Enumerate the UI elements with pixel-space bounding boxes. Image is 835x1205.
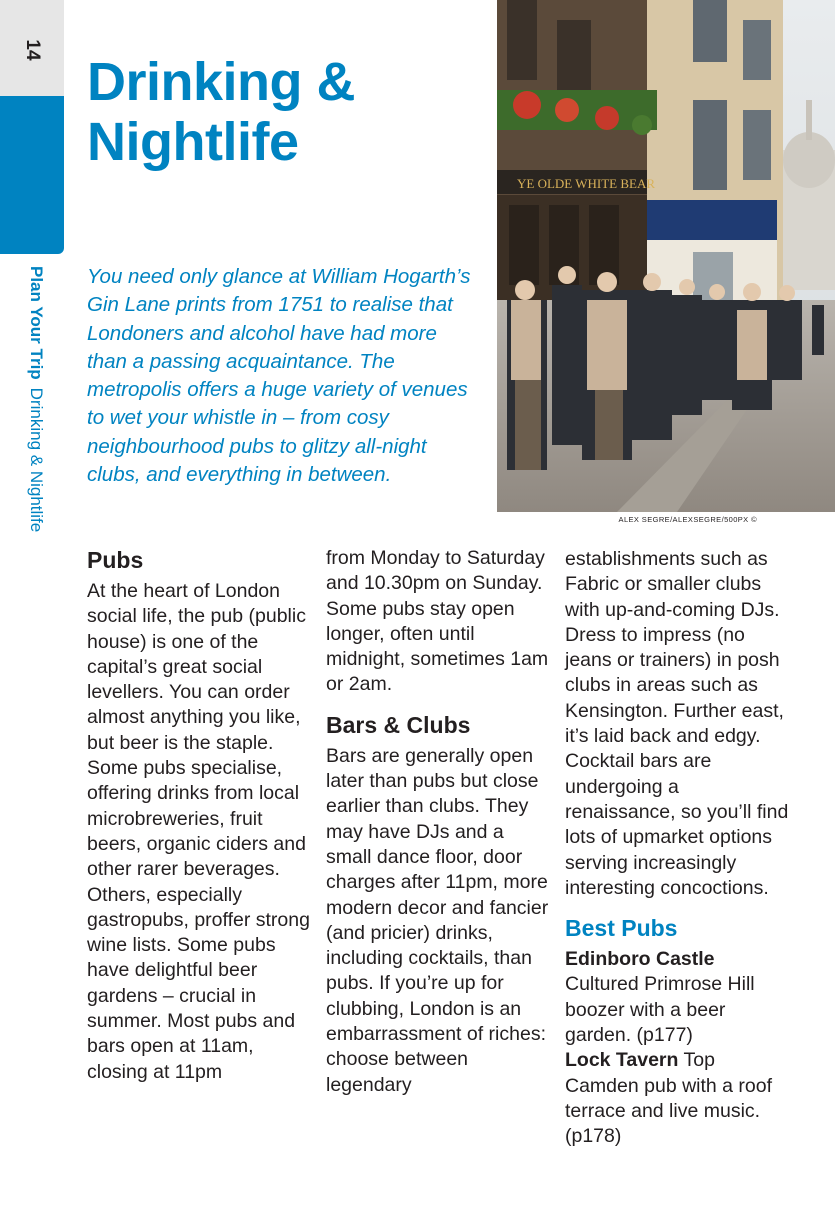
best-pubs-heading: Best Pubs xyxy=(565,915,678,942)
column-1 xyxy=(87,545,315,1085)
best-pub-item xyxy=(565,1048,793,1149)
best-pub-desc: Top Camden pub with a roof terrace and live music. (p178) xyxy=(565,1049,773,1148)
column-2 xyxy=(326,546,554,1098)
column-3 xyxy=(565,547,793,1150)
photo-illustration xyxy=(497,0,835,512)
pubs-heading: Pubs xyxy=(87,547,144,573)
page-number-tab xyxy=(0,0,64,96)
bars-clubs-text-part-2: establishments such as Fabric or smaller clubs with up-and-coming DJs. Dress to impress (no jeans or trainers) in posh clubs in areas such as Kensington. Further east, it’s laid back and edgy. Cocktail bars are undergoing a renaissance, so you’ll find lots of upmarket options serving increasingly interesting concoctions. xyxy=(565,548,789,899)
section-label: Plan Your Trip xyxy=(27,266,46,380)
pubs-text-part-2: from Monday to Saturday and 10.30pm on Sunday. Some pubs stay open longer, often until midnight, sometimes 1am or 2am. xyxy=(326,547,549,696)
bars-clubs-heading: Bars & Clubs xyxy=(326,711,471,738)
bars-clubs-text-part-1: Bars are generally open later than pubs but close earlier than clubs. They may have DJs and a small dance floor, door charges after 11pm, more modern decor and fancier (and pricier) drinks, including cocktails, than pubs. If you’re up for clubbing, London is an embarrassment of riches: choose between legendary xyxy=(326,744,549,1096)
title-line-1: Drinking & xyxy=(87,52,356,112)
pub-sign-text: YE OLDE WHITE BEAR xyxy=(517,176,656,191)
best-pub-desc: Cultured Primrose Hill boozer with a beer garden. (p177) xyxy=(565,973,755,1047)
photo-credit: ALEX SEGRE/ALEXSEGRE/500PX © xyxy=(618,515,757,524)
street-pub-photo xyxy=(497,0,835,512)
page-title xyxy=(87,52,487,172)
page-number: 14 xyxy=(22,39,43,61)
intro-paragraph: You need only glance at William Hogarth’s Gin Lane prints from 1751 to realise that Londoners and alcohol have had more than a passing acquaintance. The metropolis offers a huge variety of venues to wet your whistle in – from cosy neighbourhood pubs to glitzy all-night clubs, and everything in between. xyxy=(87,265,471,487)
title-line-2: Nightlife xyxy=(87,112,299,172)
section-color-tab xyxy=(0,96,64,254)
chapter-label: Drinking & Nightlife xyxy=(27,387,46,533)
best-pub-name: Lock Tavern xyxy=(565,1049,679,1072)
best-pub-item xyxy=(565,947,793,1048)
best-pub-name: Edinboro Castle xyxy=(565,948,715,971)
pubs-text-part-1: At the heart of London social life, the pub (public house) is one of the capital’s great social levellers. You can order almost anything you like, but beer is the staple. Some pubs specialise, offering drinks from local microbreweries, fruit beers, organic ciders and other rarer beverages. Others, especially gastropubs, proffer strong wine lists. Some pubs have delightful beer gardens – crucial in summer. Most pubs and bars open at 11am, closing at 11pm xyxy=(87,580,310,1083)
